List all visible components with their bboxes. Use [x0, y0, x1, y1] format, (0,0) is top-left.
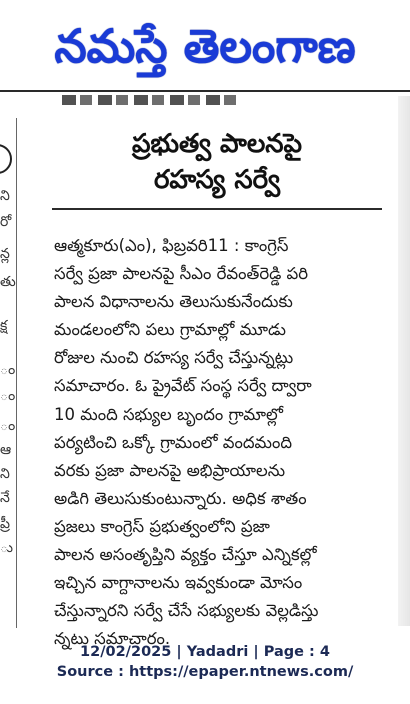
body-line: పాలన విధానాలను తెలుసుకునేందుకు	[54, 292, 293, 312]
body-line: ఇచ్చిన వాగ్దానాలను ఇవ్వకుండా మోసం	[54, 573, 303, 593]
adjacent-text-fragment: ని	[0, 466, 10, 482]
caption-source-url: Source : https://epaper.ntnews.com/	[56, 664, 354, 680]
masthead-divider	[0, 90, 410, 92]
page-edge	[398, 96, 410, 626]
body-line: రోజుల నుంచి రహస్య సర్వే చేస్తున్నట్లు	[54, 348, 294, 368]
headline-line-1: ప్రభుత్వ పాలనపై	[131, 129, 303, 159]
adjacent-column-fragment	[0, 106, 16, 626]
masthead	[0, 0, 410, 92]
news-article	[30, 110, 388, 649]
body-line: 10 మంది సభ్యుల బృందం గ్రామాల్లో	[54, 404, 283, 424]
body-line: మండలంలోని పలు గ్రామాల్లో మూడు	[54, 320, 286, 340]
body-line: న్నటు సమాచారం.	[54, 629, 171, 649]
caption-date-edition-page: 12/02/2025 | Yadadri | Page : 4	[80, 644, 330, 660]
article-body	[54, 232, 388, 653]
headline-line-2: రహస్య సర్వే	[154, 165, 280, 195]
body-line: పాలన అసంతృప్తిని వ్యక్తం చేస్తూ ఎన్నికల్లో	[54, 545, 317, 565]
adjacent-text-fragment: ప్రీ	[0, 516, 10, 532]
body-line: సర్వే ప్రజా పాలనపై సీఎం రేవంత్‌రెడ్డి పరి	[54, 264, 309, 284]
body-line: చేస్తున్నారని సర్వే చేసే సభ్యులకు వెల్లడిస్తు	[54, 601, 319, 621]
source-caption	[0, 642, 410, 682]
body-line: సమాచారం. ఓ ప్రైవేట్ సంస్థ సర్వే ద్వారా	[54, 376, 312, 396]
adjacent-text-fragment: క్ష	[0, 318, 8, 334]
adjacent-column-circle	[0, 144, 12, 174]
adjacent-text-fragment: ం	[0, 418, 16, 434]
body-line: ప్రజలు కాంగ్రెస్ ప్రభుత్వంలోని ప్రజా	[54, 516, 270, 536]
adjacent-text-fragment: ని	[0, 188, 10, 204]
body-line: వరకు ప్రజా పాలనపై అభిప్రాయాలను	[54, 460, 286, 480]
adjacent-text-fragment: ఆ	[0, 442, 12, 458]
adjacent-text-fragment: ు	[0, 540, 13, 556]
adjacent-text-fragment: నే	[0, 490, 10, 506]
article-headline	[52, 126, 382, 210]
column-rule	[16, 118, 17, 628]
body-line: అడిగి తెలుసుకుంటున్నారు. అధిక శాతం	[54, 488, 307, 508]
adjacent-text-fragment: రో	[0, 214, 12, 230]
body-line: ఆత్మకూరు(ఎం), ఫిబ్రవరి11 : కాంగ్రెస్	[54, 236, 289, 255]
adjacent-text-fragment: తు	[0, 274, 16, 290]
adjacent-text-fragment: ం	[0, 388, 16, 404]
adjacent-text-fragment: న్ల	[0, 246, 10, 262]
body-line: పర్యటించి ఒక్కో గ్రామంలో వందమంది	[54, 432, 293, 452]
dateline-band	[62, 95, 240, 105]
adjacent-text-fragment: ం	[0, 362, 16, 378]
newspaper-title: నమస్తే తెలంగాణ	[54, 19, 356, 73]
